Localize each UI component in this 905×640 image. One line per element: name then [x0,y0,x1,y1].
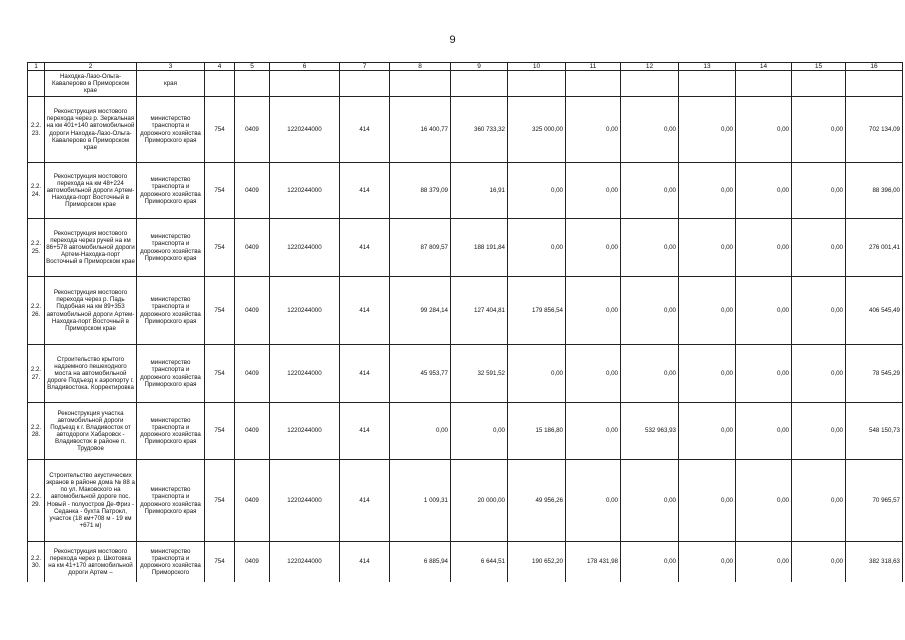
amount-cell: 0,00 [736,542,792,582]
amount-cell: 0,00 [679,277,736,345]
total-cell: 88 396,00 [846,163,903,219]
column-number: 13 [679,63,736,71]
amount-cell: 179 856,54 [508,277,566,345]
target-article-cell: 1220244000 [270,460,340,542]
table-row [28,542,903,582]
total-cell: 406 545,49 [846,277,903,345]
amount-cell: 0,00 [792,345,846,403]
code-cell: 754 [205,277,235,345]
amount-cell: 0,00 [679,460,736,542]
row-index: 2.2. 25. [28,219,45,277]
table-row [28,460,903,542]
amount-cell: 0,00 [508,163,566,219]
amount-cell: 32 591,52 [451,345,508,403]
amount-cell: 0,00 [736,277,792,345]
code-cell: 754 [205,460,235,542]
target-article-cell: 1220244000 [270,219,340,277]
section-cell: 0409 [235,403,270,460]
row-index [28,71,45,97]
code-cell: 754 [205,219,235,277]
amount-cell [451,71,508,97]
total-cell: 70 965,57 [846,460,903,542]
amount-cell: 0,00 [621,277,679,345]
column-number: 11 [566,63,621,71]
amount-cell: 6 644,51 [451,542,508,582]
amount-cell [792,71,846,97]
amount-cell: 360 733,32 [451,97,508,163]
table-row [28,97,903,163]
target-article-cell: 1220244000 [270,542,340,582]
total-cell: 702 134,09 [846,97,903,163]
amount-cell: 178 431,98 [566,542,621,582]
expense-type-cell: 414 [340,219,390,277]
code-cell: 754 [205,403,235,460]
column-number: 4 [205,63,235,71]
amount-cell: 0,00 [679,542,736,582]
expense-type-cell: 414 [340,460,390,542]
object-name: Находка-Лазо-Ольга-Кавалерово в Приморском крае [45,71,137,97]
amount-cell: 16 400,77 [390,97,451,163]
row-index: 2.2. 28. [28,403,45,460]
column-number: 12 [621,63,679,71]
object-name: Реконструкция мостового перехода на км 48+224 автомобильной дороги Артем-Находка-порт Восточный в Приморском крае [45,163,137,219]
table-row [28,345,903,403]
total-cell [846,71,903,97]
amount-cell: 1 009,31 [390,460,451,542]
expense-type-cell [340,71,390,97]
amount-cell: 127 404,81 [451,277,508,345]
amount-cell: 0,00 [566,219,621,277]
section-cell: 0409 [235,460,270,542]
amount-cell: 0,00 [736,219,792,277]
amount-cell: 20 000,00 [451,460,508,542]
column-number: 10 [508,63,566,71]
amount-cell: 0,00 [736,345,792,403]
total-cell: 382 318,63 [846,542,903,582]
expense-type-cell: 414 [340,542,390,582]
amount-cell: 0,00 [621,163,679,219]
agency-name: министерство транспорта и дорожного хозяйства Приморского [137,542,205,582]
section-cell: 0409 [235,163,270,219]
amount-cell: 0,00 [621,97,679,163]
code-cell: 754 [205,345,235,403]
amount-cell: 532 963,93 [621,403,679,460]
object-name: Строительство акустических экранов в районе дома № 88 а по ул. Маковского на автомобильной дороге пос. Новый - полуостров Де-Фриз - Седанка - бухта Патрокл, участок (18 км+708 м - 19 км +671 м) [45,460,137,542]
object-name: Реконструкция мостового перехода через ручей на км 86+578 автомобильной дороги Артем-Находка-порт Восточный в Приморском крае [45,219,137,277]
amount-cell: 0,00 [566,460,621,542]
section-cell: 0409 [235,542,270,582]
agency-name: министерство транспорта и дорожного хозяйства Приморского края [137,345,205,403]
amount-cell: 0,00 [508,219,566,277]
amount-cell: 45 953,77 [390,345,451,403]
amount-cell: 0,00 [566,345,621,403]
expense-type-cell: 414 [340,403,390,460]
amount-cell: 0,00 [679,97,736,163]
row-index: 2.2. 30. [28,542,45,582]
table-row [28,163,903,219]
column-number: 5 [235,63,270,71]
agency-name: министерство транспорта и дорожного хозяйства Приморского края [137,219,205,277]
target-article-cell: 1220244000 [270,403,340,460]
target-article-cell: 1220244000 [270,97,340,163]
amount-cell: 0,00 [736,97,792,163]
header-row [28,63,903,71]
column-number: 6 [270,63,340,71]
table-row [28,277,903,345]
target-article-cell: 1220244000 [270,277,340,345]
row-index: 2.2. 24. [28,163,45,219]
row-index: 2.2. 27. [28,345,45,403]
amount-cell: 0,00 [792,403,846,460]
amount-cell: 87 809,57 [390,219,451,277]
row-index: 2.2. 23. [28,97,45,163]
amount-cell [390,71,451,97]
table-row [28,403,903,460]
section-cell [235,71,270,97]
amount-cell: 16,91 [451,163,508,219]
amount-cell: 0,00 [736,403,792,460]
table-row [28,219,903,277]
amount-cell: 6 885,94 [390,542,451,582]
amount-cell: 0,00 [390,403,451,460]
amount-cell: 325 000,00 [508,97,566,163]
target-article-cell: 1220244000 [270,345,340,403]
amount-cell: 0,00 [621,345,679,403]
amount-cell: 0,00 [792,277,846,345]
code-cell: 754 [205,97,235,163]
amount-cell: 99 284,14 [390,277,451,345]
amount-cell: 0,00 [621,460,679,542]
amount-cell [679,71,736,97]
column-number: 1 [28,63,45,71]
code-cell: 754 [205,163,235,219]
total-cell: 276 001,41 [846,219,903,277]
amount-cell: 0,00 [792,219,846,277]
expense-type-cell: 414 [340,97,390,163]
amount-cell [736,71,792,97]
column-number: 3 [137,63,205,71]
target-article-cell: 1220244000 [270,163,340,219]
amount-cell: 0,00 [679,403,736,460]
amount-cell: 0,00 [508,345,566,403]
amount-cell: 0,00 [679,345,736,403]
amount-cell: 0,00 [451,403,508,460]
total-cell: 548 150,73 [846,403,903,460]
amount-cell: 88 379,09 [390,163,451,219]
column-number: 8 [390,63,451,71]
code-cell: 754 [205,542,235,582]
section-cell: 0409 [235,345,270,403]
amount-cell [566,71,621,97]
agency-name: министерство транспорта и дорожного хозяйства Приморского края [137,277,205,345]
total-cell: 78 545,29 [846,345,903,403]
column-number: 7 [340,63,390,71]
amount-cell: 15 186,80 [508,403,566,460]
amount-cell: 0,00 [566,97,621,163]
amount-cell: 0,00 [566,163,621,219]
amount-cell: 0,00 [792,163,846,219]
section-cell: 0409 [235,219,270,277]
amount-cell: 0,00 [566,277,621,345]
agency-name: министерство транспорта и дорожного хозяйства Приморского края [137,460,205,542]
amount-cell [621,71,679,97]
amount-cell: 188 191,84 [451,219,508,277]
object-name: Реконструкция мостового перехода через р. Зеркальная на км 401+140 автомобильной дороги Находка-Лазо-Ольга-Кавалерово в Приморском крае [45,97,137,163]
expense-type-cell: 414 [340,345,390,403]
page-number: 9 [449,34,456,46]
agency-name: министерство транспорта и дорожного хозяйства Приморского края [137,163,205,219]
object-name: Строительство крытого надземного пешеходного моста на автомобильной дороге Подъезд к аэропорту г. Владивостока. Корректировка [45,345,137,403]
expense-type-cell: 414 [340,163,390,219]
amount-cell: 0,00 [679,163,736,219]
column-number: 2 [45,63,137,71]
object-name: Реконструкция мостового перехода через р. Падь Подобная на км 89+353 автомобильной дороги Артем-Находка-порт Восточный в Приморском крае [45,277,137,345]
amount-cell: 0,00 [679,219,736,277]
section-cell: 0409 [235,97,270,163]
table-row [28,71,903,97]
row-index: 2.2. 29. [28,460,45,542]
amount-cell: 0,00 [736,163,792,219]
amount-cell: 190 652,20 [508,542,566,582]
amount-cell: 0,00 [566,403,621,460]
amount-cell: 0,00 [736,460,792,542]
object-name: Реконструкция мостового перехода через р. Шкотовка на км 41+170 автомобильной дороги Артем – [45,542,137,582]
row-index: 2.2. 26. [28,277,45,345]
object-name: Реконструкция участка автомобильной дороги Подъезд к г. Владивосток от автодороги Хабаровск - Владивосток в районе п. Трудовое [45,403,137,460]
expense-type-cell: 414 [340,277,390,345]
agency-name: министерство транспорта и дорожного хозяйства Приморского края [137,97,205,163]
amount-cell: 0,00 [621,219,679,277]
amount-cell: 0,00 [792,460,846,542]
amount-cell: 49 956,26 [508,460,566,542]
section-cell: 0409 [235,277,270,345]
agency-name: министерство транспорта и дорожного хозяйства Приморского края [137,403,205,460]
target-article-cell [270,71,340,97]
amount-cell: 0,00 [792,97,846,163]
amount-cell [508,71,566,97]
amount-cell: 0,00 [621,542,679,582]
code-cell [205,71,235,97]
column-number: 9 [451,63,508,71]
column-number: 16 [846,63,903,71]
agency-name: края [137,71,205,97]
column-number: 14 [736,63,792,71]
amount-cell: 0,00 [792,542,846,582]
column-number: 15 [792,63,846,71]
budget-table [27,62,903,582]
